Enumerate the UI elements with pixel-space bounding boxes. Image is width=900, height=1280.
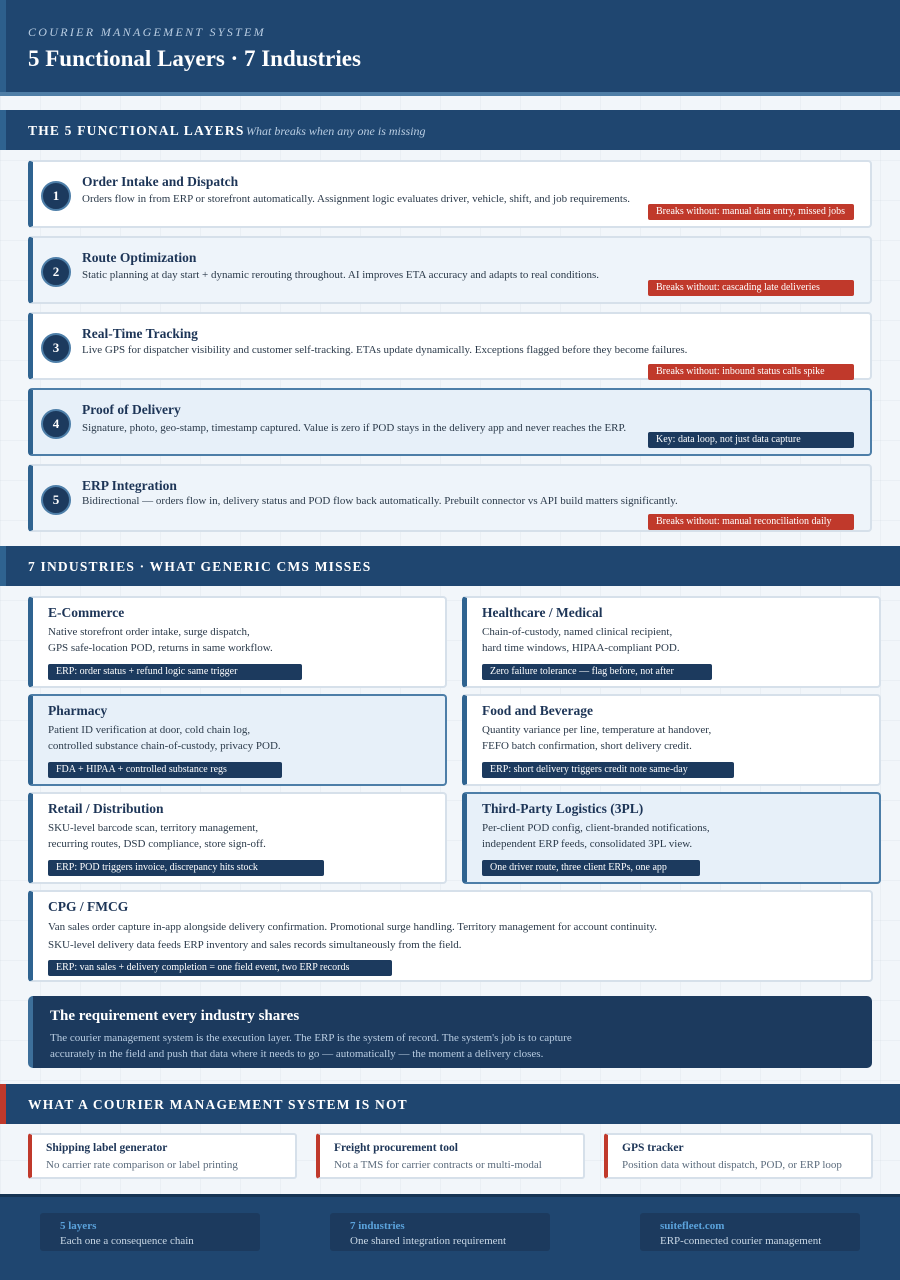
not-card-title: GPS tracker <box>622 1142 684 1154</box>
page-title: 5 Functional Layers · 7 Industries <box>28 46 361 71</box>
layer-number-badge: 3 <box>41 333 71 363</box>
footer-stat-industries <box>330 1213 550 1251</box>
industry-tag: ERP: POD triggers invoice, discrepancy hits stock <box>48 860 324 876</box>
not-card-label-generator <box>28 1133 297 1179</box>
industry-card-cpg-fmcg <box>28 890 873 982</box>
industry-title: E-Commerce <box>48 605 125 620</box>
industry-description <box>48 918 657 954</box>
requirement-title: The requirement every industry shares <box>50 1008 300 1024</box>
layer-number-badge: 5 <box>41 485 71 515</box>
industry-desc-line: independent ERP feeds, consolidated 3PL view. <box>482 838 693 850</box>
not-section-title: WHAT A COURIER MANAGEMENT SYSTEM IS NOT <box>28 1097 408 1112</box>
layer-number-badge: 4 <box>41 409 71 439</box>
layer-card-order-intake <box>28 160 872 228</box>
industry-card-healthcare <box>462 596 881 688</box>
layer-card-erp-integration <box>28 464 872 532</box>
not-card-description: Not a TMS for carrier contracts or multi-modal <box>334 1159 542 1171</box>
layer-key-tag: Key: data loop, not just data capture <box>648 432 854 448</box>
industry-card-3pl <box>462 792 881 884</box>
footer-stat-caption: ERP-connected courier management <box>660 1235 822 1247</box>
layers-section-title: THE 5 FUNCTIONAL LAYERS <box>28 123 245 138</box>
not-card-gps-tracker <box>604 1133 873 1179</box>
industry-desc-line: recurring routes, DSD compliance, store sign-off. <box>48 838 266 850</box>
industry-tag: ERP: order status + refund logic same trigger <box>48 664 302 680</box>
industry-card-retail-distribution <box>28 792 447 884</box>
industry-desc-line: Native storefront order intake, surge dispatch, <box>48 626 250 638</box>
layer-breaks-tag: Breaks without: manual reconciliation daily <box>648 514 854 530</box>
not-card-freight-procurement <box>316 1133 585 1179</box>
industry-title: Retail / Distribution <box>48 801 164 816</box>
layer-number-badge: 1 <box>41 181 71 211</box>
industry-description <box>48 624 273 656</box>
layer-description: Orders flow in from ERP or storefront automatically. Assignment logic evaluates driver, vehicle, shift, and job requirements. <box>82 193 630 205</box>
industry-desc-line: Per-client POD config, client-branded notifications, <box>482 822 710 834</box>
industry-description <box>48 722 281 754</box>
industry-card-pharmacy <box>28 694 447 786</box>
industry-tag: Zero failure tolerance — flag before, not after <box>482 664 712 680</box>
layer-breaks-tag: Breaks without: inbound status calls spike <box>648 364 854 380</box>
layer-card-real-time-tracking <box>28 312 872 380</box>
not-card-title: Freight procurement tool <box>334 1142 458 1154</box>
industries-section-header <box>0 546 900 586</box>
layer-title: Route Optimization <box>82 250 197 265</box>
industry-title: Pharmacy <box>48 703 108 718</box>
footer-website-link[interactable] <box>640 1213 860 1251</box>
layer-title: ERP Integration <box>82 478 177 493</box>
industry-description <box>482 624 680 656</box>
industry-desc-line: Quantity variance per line, temperature at handover, <box>482 724 712 736</box>
footer-stat-caption: Each one a consequence chain <box>60 1235 194 1247</box>
footer-stat-heading: 5 layers <box>60 1220 97 1232</box>
industry-title: Food and Beverage <box>482 703 593 718</box>
industry-card-ecommerce <box>28 596 447 688</box>
industry-title: CPG / FMCG <box>48 899 129 914</box>
industry-desc-line: controlled substance chain-of-custody, privacy POD. <box>48 740 281 752</box>
not-card-description: No carrier rate comparison or label printing <box>46 1159 238 1171</box>
industry-desc-line: SKU-level barcode scan, territory management, <box>48 822 259 834</box>
page-header <box>0 0 900 96</box>
industry-desc-line: SKU-level delivery data feeds ERP inventory and sales records simultaneously from the field. <box>48 939 462 951</box>
industry-tag: ERP: short delivery triggers credit note same-day <box>482 762 734 778</box>
page-footer <box>0 1194 900 1280</box>
industry-title: Third-Party Logistics (3PL) <box>482 801 644 816</box>
industry-tag: FDA + HIPAA + controlled substance regs <box>48 762 282 778</box>
industry-desc-line: Chain-of-custody, named clinical recipient, <box>482 626 673 638</box>
layer-description: Static planning at day start + dynamic rerouting throughout. AI improves ETA accuracy and adapts to real conditions. <box>82 269 599 281</box>
footer-stat-caption: One shared integration requirement <box>350 1235 507 1247</box>
layer-title: Real-Time Tracking <box>82 326 198 341</box>
layer-title: Proof of Delivery <box>82 402 181 417</box>
industry-tag: One driver route, three client ERPs, one app <box>482 860 700 876</box>
industry-title: Healthcare / Medical <box>482 605 603 620</box>
not-card-title: Shipping label generator <box>46 1142 168 1154</box>
industry-desc-line: Van sales order capture in-app alongside delivery confirmation. Promotional surge handling. Territory management for account continuity. <box>48 921 658 933</box>
shared-requirement-callout <box>28 996 872 1068</box>
industry-desc-line: Patient ID verification at door, cold chain log, <box>48 724 251 736</box>
industries-section-title: 7 INDUSTRIES · WHAT GENERIC CMS MISSES <box>28 559 372 574</box>
layer-title: Order Intake and Dispatch <box>82 174 239 189</box>
header-kicker: COURIER MANAGEMENT SYSTEM <box>28 25 266 39</box>
industry-desc-line: hard time windows, HIPAA-compliant POD. <box>482 642 680 654</box>
industry-desc-line: GPS safe-location POD, returns in same workflow. <box>48 642 273 654</box>
layer-card-proof-of-delivery <box>28 388 872 456</box>
requirement-line: accurately in the field and push that data where it needs to go — automatically — the moment a delivery closes. <box>50 1048 544 1060</box>
footer-website-url[interactable]: suitefleet.com <box>660 1220 725 1232</box>
industry-desc-line: FEFO batch confirmation, short delivery credit. <box>482 740 692 752</box>
layer-description: Signature, photo, geo-stamp, timestamp captured. Value is zero if POD stays in the delivery app and never reaches the ERP. <box>82 422 627 434</box>
not-section-header <box>0 1084 900 1124</box>
industry-description <box>48 820 266 852</box>
layer-breaks-tag: Breaks without: cascading late deliveries <box>648 280 854 296</box>
layer-number-badge: 2 <box>41 257 71 287</box>
industry-description <box>482 722 711 754</box>
not-card-description: Position data without dispatch, POD, or ERP loop <box>622 1159 842 1171</box>
requirement-line: The courier management system is the execution layer. The ERP is the system of record. The system's job is to capture <box>50 1032 572 1044</box>
layer-description: Live GPS for dispatcher visibility and customer self-tracking. ETAs update dynamically. Exceptions flagged before they become failures. <box>82 344 688 356</box>
layers-section-subtitle: What breaks when any one is missing <box>246 124 426 138</box>
requirement-description <box>50 1030 572 1062</box>
layer-breaks-tag: Breaks without: manual data entry, missed jobs <box>648 204 854 220</box>
layers-section-header <box>0 110 900 150</box>
layer-description: Bidirectional — orders flow in, delivery status and POD flow back automatically. Prebuilt connector vs API build matters significantly. <box>82 495 678 507</box>
industry-description <box>482 820 710 852</box>
layer-card-route-optimization <box>28 236 872 304</box>
industry-tag: ERP: van sales + delivery completion = one field event, two ERP records <box>48 960 392 976</box>
industry-card-food-beverage <box>462 694 881 786</box>
footer-stat-heading: 7 industries <box>350 1220 405 1232</box>
footer-stat-layers <box>40 1213 260 1251</box>
